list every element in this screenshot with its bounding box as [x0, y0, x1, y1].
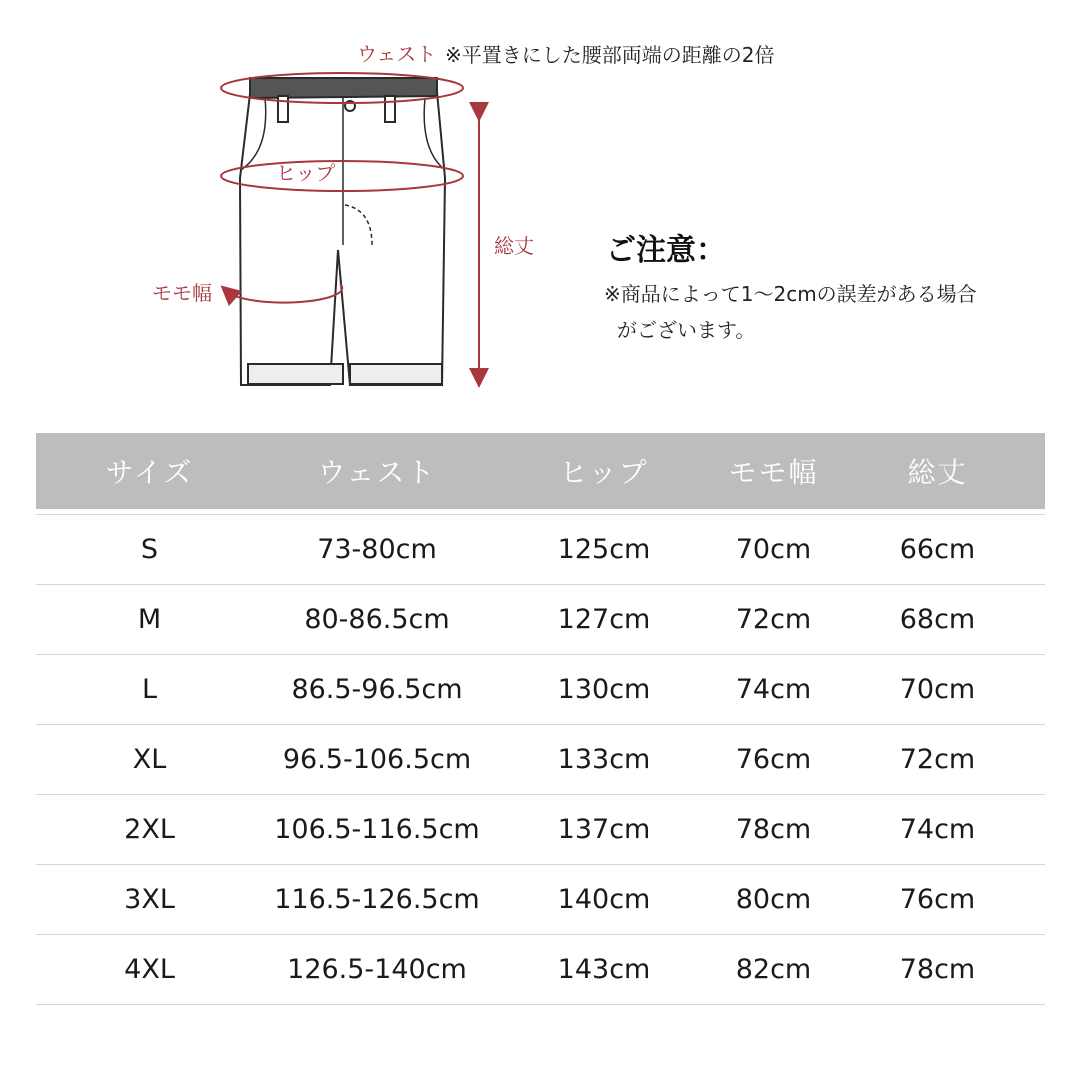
shorts-illustration: [240, 78, 445, 385]
cell-size: M: [137, 604, 162, 635]
cell-length: 76cm: [899, 884, 976, 915]
header-size: サイズ: [105, 456, 194, 489]
table-row: [36, 655, 1045, 725]
cell-waist: 126.5-140cm: [287, 954, 467, 985]
header-length: 総丈: [907, 456, 968, 489]
cell-size: L: [141, 674, 158, 705]
thigh-label: モモ幅: [152, 281, 212, 305]
cell-size: 4XL: [124, 954, 175, 985]
cell-thigh: 82cm: [735, 954, 812, 985]
cell-waist: 80-86.5cm: [304, 604, 450, 635]
waist-note: ※平置きにした腰部両端の距離の2倍: [445, 43, 775, 67]
table-row: [36, 865, 1045, 935]
cell-waist: 96.5-106.5cm: [282, 744, 472, 775]
cell-thigh: 72cm: [735, 604, 812, 635]
notice-line-1: ※商品によって1〜2cmの誤差がある場合: [604, 282, 977, 306]
cell-size: 3XL: [124, 884, 175, 915]
cell-length: 68cm: [899, 604, 976, 635]
cell-waist: 73-80cm: [317, 534, 437, 565]
cell-length: 72cm: [899, 744, 976, 775]
cell-thigh: 80cm: [735, 884, 812, 915]
notice-line-2: がございます。: [617, 318, 756, 342]
cell-hip: 133cm: [557, 744, 651, 775]
cell-size: XL: [132, 744, 167, 775]
size-table: [36, 433, 1045, 1005]
table-row: [36, 585, 1045, 655]
cell-hip: 125cm: [557, 534, 651, 565]
header-waist: ウェスト: [317, 456, 437, 489]
cell-thigh: 78cm: [735, 814, 812, 845]
cell-hip: 137cm: [557, 814, 651, 845]
table-row: [36, 795, 1045, 865]
length-label: 総丈: [494, 234, 534, 258]
cell-waist: 106.5-116.5cm: [274, 814, 480, 845]
cell-hip: 130cm: [557, 674, 651, 705]
cell-length: 66cm: [899, 534, 976, 565]
header-thigh: モモ幅: [728, 456, 819, 489]
header-hip: ヒップ: [559, 456, 649, 489]
hip-label: ヒップ: [276, 161, 336, 185]
waist-label: ウェスト: [357, 42, 437, 66]
cell-hip: 127cm: [557, 604, 651, 635]
table-row: [36, 725, 1045, 795]
cell-length: 74cm: [899, 814, 976, 845]
cell-size: S: [140, 534, 159, 565]
cell-size: 2XL: [124, 814, 175, 845]
cell-length: 70cm: [899, 674, 976, 705]
cell-waist: 86.5-96.5cm: [291, 674, 463, 705]
table-header: [36, 433, 1045, 509]
table-row: [36, 935, 1045, 1005]
cell-thigh: 74cm: [735, 674, 812, 705]
table-row: [36, 515, 1045, 585]
cell-thigh: 70cm: [735, 534, 812, 565]
cell-length: 78cm: [899, 954, 976, 985]
cell-hip: 140cm: [557, 884, 651, 915]
cell-waist: 116.5-126.5cm: [274, 884, 480, 915]
cell-thigh: 76cm: [735, 744, 812, 775]
cell-hip: 143cm: [557, 954, 651, 985]
notice-title: ご注意：: [606, 233, 726, 268]
